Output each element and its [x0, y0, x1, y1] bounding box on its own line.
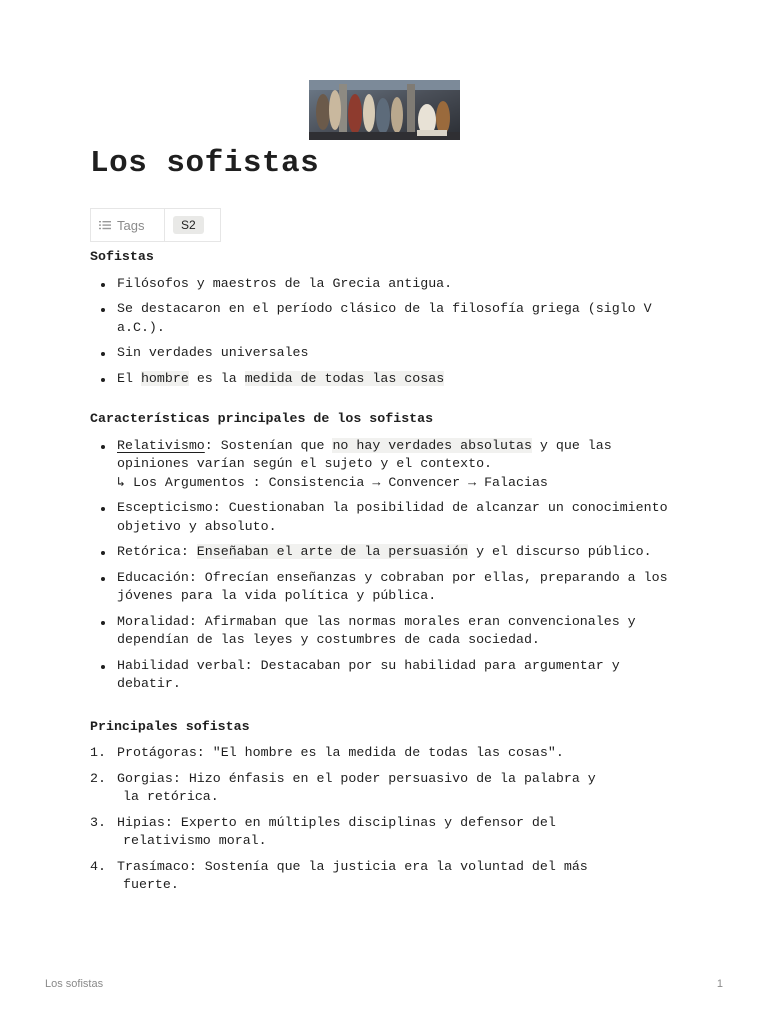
list-item	[90, 814, 680, 851]
arrow-line: ↳ Los Argumentos : Consistencia → Convencer → Falacias	[117, 474, 548, 490]
section-heading: Sofistas	[90, 249, 154, 264]
tags-label: Tags	[117, 217, 145, 233]
cover-image	[309, 80, 460, 140]
section-principales	[90, 718, 680, 895]
tags-value[interactable]	[165, 209, 220, 241]
list-item	[90, 370, 680, 389]
text: : Sostenían que	[204, 437, 333, 453]
page-footer	[45, 978, 723, 990]
highlight: Enseñaban el arte de la persuasión	[196, 544, 469, 559]
highlight: medida de todas las cosas	[244, 370, 445, 386]
list-item: Moralidad: Afirmaban que las normas morales eran convencionales y dependían de las leyes y costumbres de cada sociedad.	[90, 613, 680, 650]
section-caracteristicas	[90, 410, 680, 694]
list-item: Sin verdades universales	[90, 344, 680, 363]
text: Protágoras: "El hombre es la medida de todas las cosas".	[117, 745, 564, 760]
list-item	[90, 858, 680, 895]
list-number: 4.	[90, 858, 106, 874]
footer-title: Los sofistas	[45, 978, 104, 990]
text: Trasímaco: Sostenía que la justicia era la voluntad del más	[117, 858, 588, 874]
list-item	[90, 543, 680, 562]
tags-property	[90, 208, 221, 242]
text: la retórica.	[123, 789, 219, 804]
list-item	[90, 770, 680, 807]
list-item	[90, 437, 680, 493]
bullet-list	[90, 437, 680, 694]
section-heading: Características principales de los sofistas	[90, 411, 434, 426]
text: Retórica:	[117, 544, 197, 559]
underlined-term: Relativismo	[117, 437, 205, 453]
list-item: Se destacaron en el período clásico de la filosofía griega (siglo V a.C.).	[90, 300, 680, 337]
list-item: Habilidad verbal: Destacaban por su habilidad para argumentar y debatir.	[90, 657, 680, 694]
list-item: Educación: Ofrecían enseñanzas y cobraban por ellas, preparando a los jóvenes para la vida política y pública.	[90, 569, 680, 606]
text: y que las opiniones varían según el sujeto y el contexto.	[117, 437, 612, 471]
list-item	[90, 744, 680, 763]
list-number: 2.	[90, 770, 106, 786]
list-item: Escepticismo: Cuestionaban la posibilidad de alcanzar un conocimiento objetivo y absoluto.	[90, 499, 680, 536]
highlight: no hay verdades absolutas	[332, 437, 532, 453]
bullet-list	[90, 275, 680, 389]
highlight: hombre	[140, 370, 189, 386]
list-number: 1.	[90, 745, 106, 760]
numbered-list	[90, 744, 680, 895]
list-icon	[99, 220, 111, 230]
text: Hipias: Experto en múltiples disciplinas y defensor del	[117, 814, 556, 830]
page-title: Los sofistas	[90, 146, 320, 181]
list-item: Filósofos y maestros de la Grecia antigua.	[90, 275, 680, 294]
section-heading: Principales sofistas	[90, 718, 250, 734]
text: y el discurso público.	[468, 544, 652, 559]
text: fuerte.	[123, 877, 179, 892]
list-number: 3.	[90, 814, 106, 830]
text: es la	[188, 370, 245, 386]
text: El	[117, 370, 141, 386]
text: Gorgias: Hizo énfasis en el poder persuasivo de la palabra y	[117, 770, 596, 786]
section-sofistas	[90, 248, 680, 388]
text: relativismo moral.	[123, 833, 267, 848]
page-number: 1	[716, 978, 723, 990]
tags-property-name[interactable]	[91, 209, 165, 241]
page-content	[90, 248, 680, 902]
tag-chip[interactable]: S2	[173, 216, 204, 234]
